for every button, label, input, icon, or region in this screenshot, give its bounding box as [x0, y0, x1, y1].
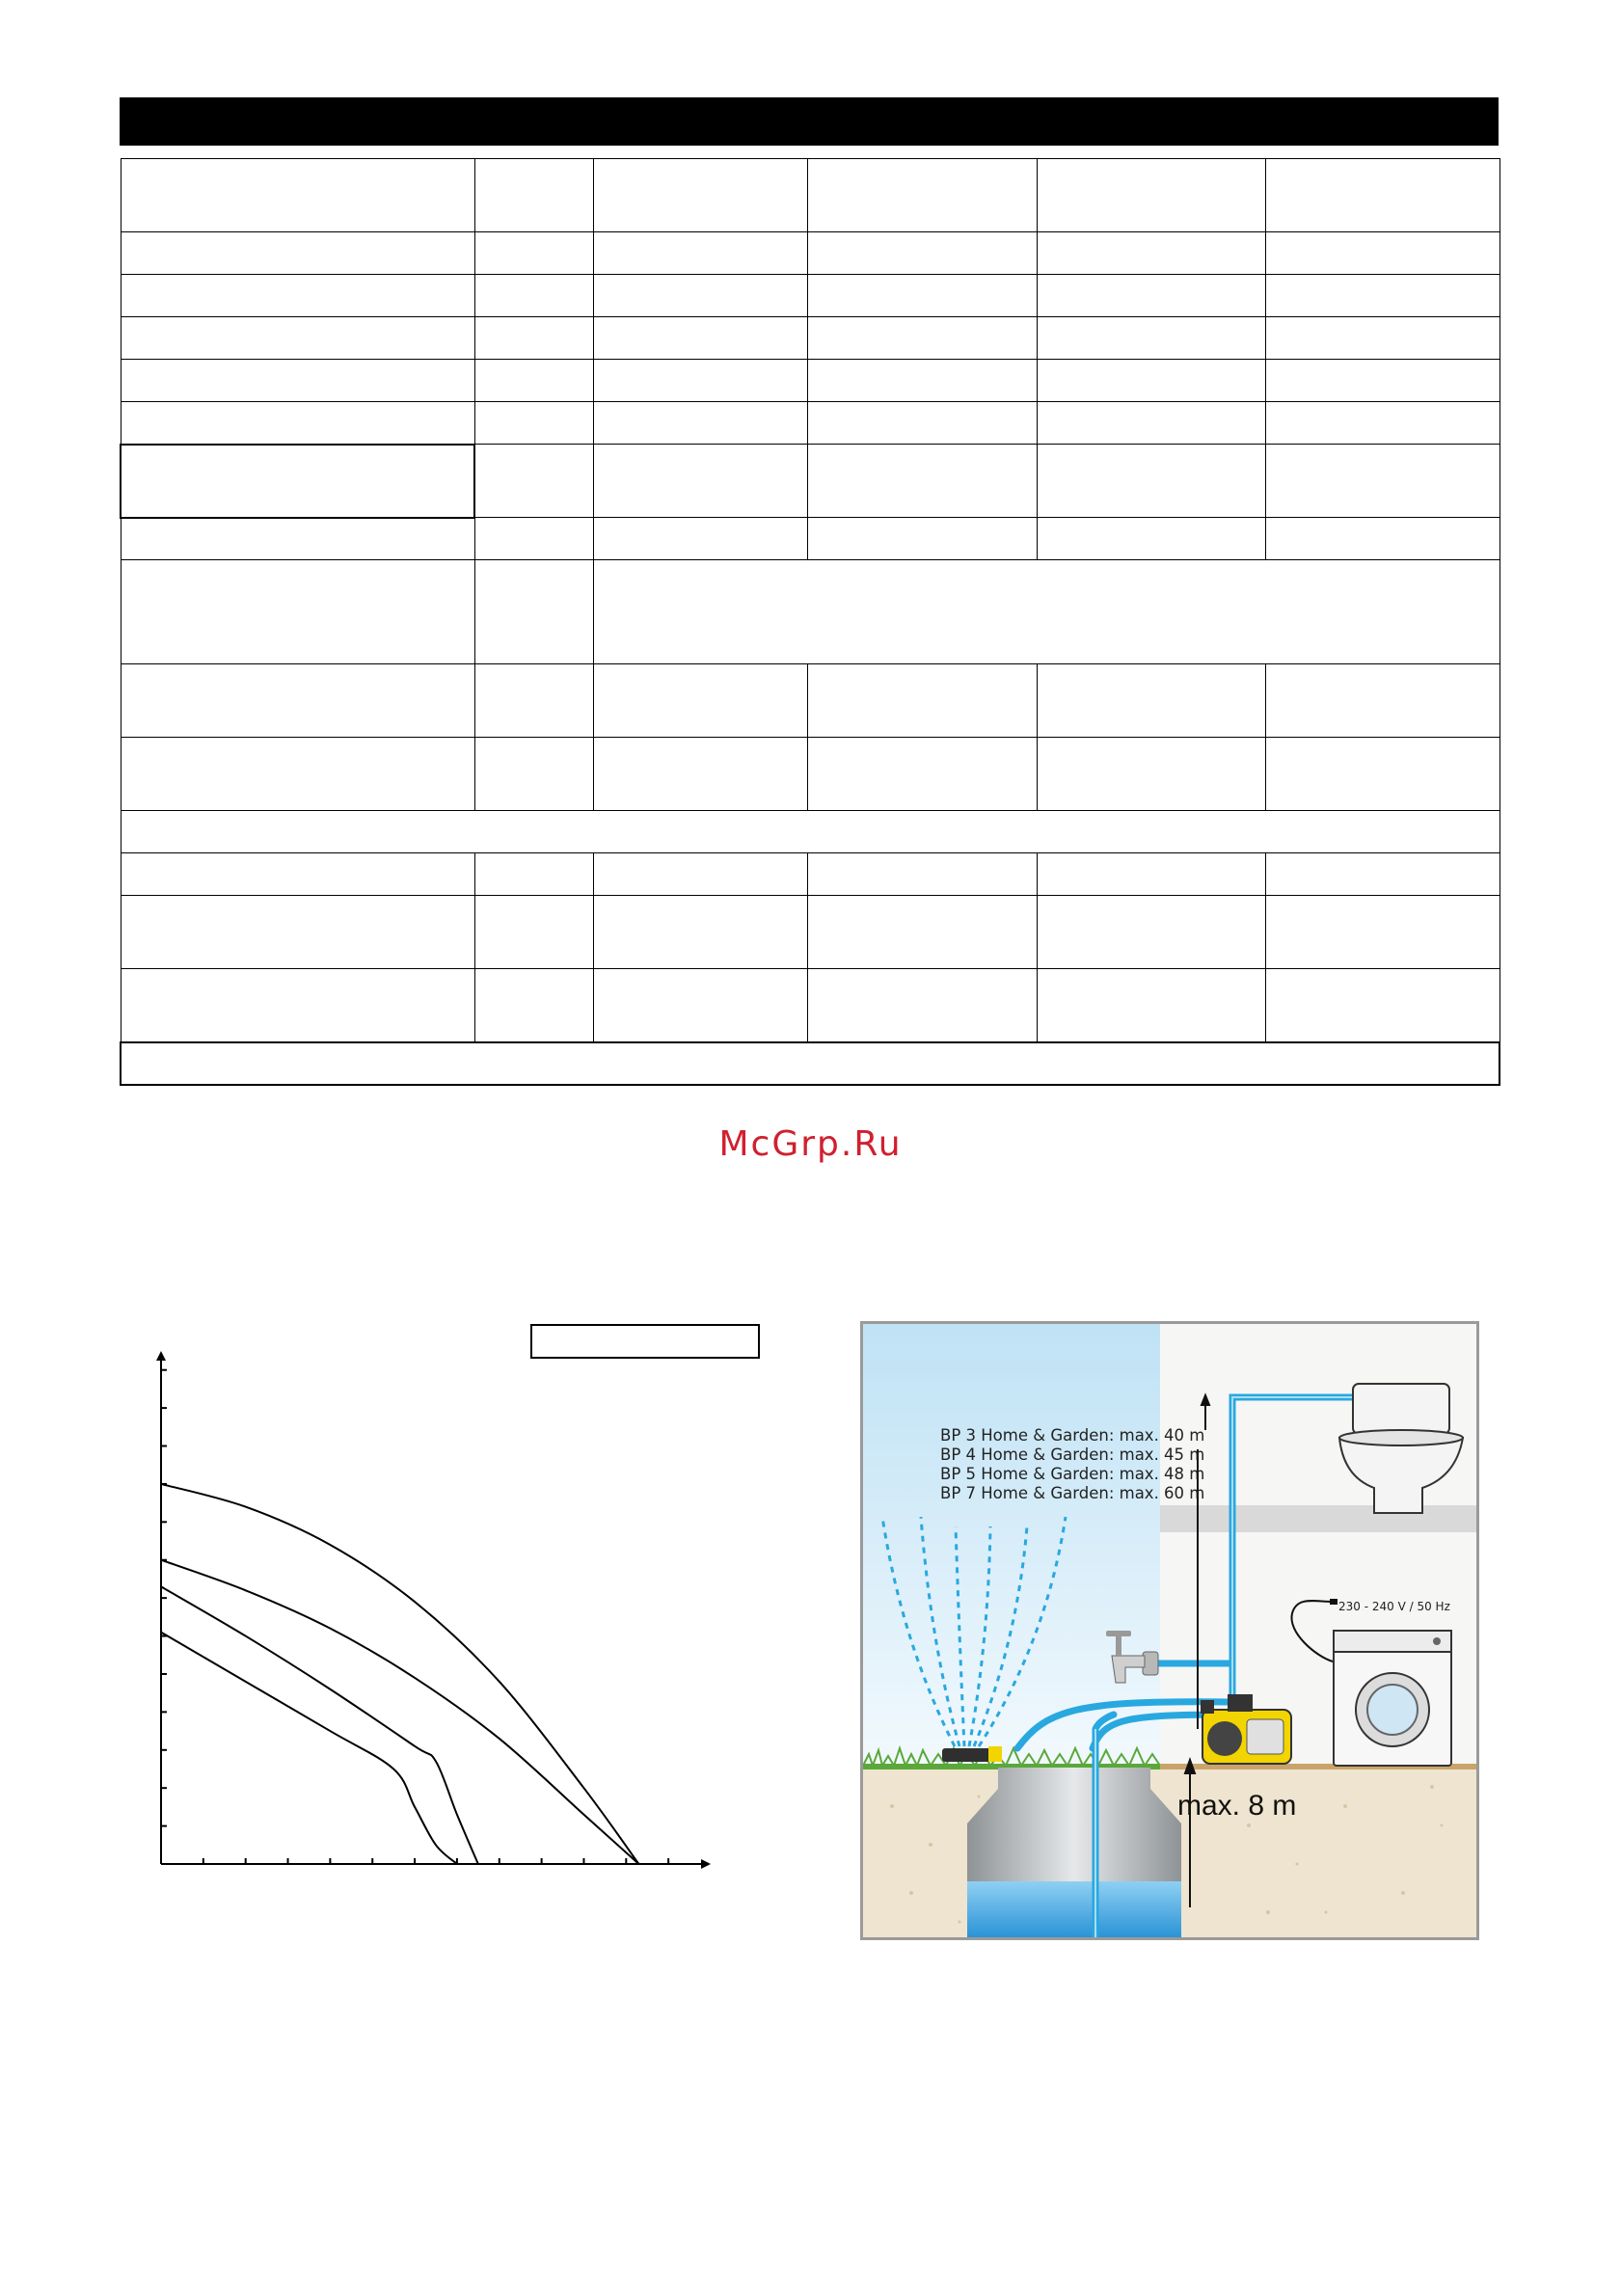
lift-height-bp3: BP 3 Home & Garden: max. 40 m — [940, 1426, 1205, 1445]
table-row — [121, 738, 1499, 811]
table-row — [121, 664, 1499, 738]
plug-icon — [1330, 1599, 1337, 1605]
installation-diagram — [860, 1321, 1479, 1940]
table-row — [121, 402, 1499, 445]
table-row — [121, 518, 1499, 560]
y-axis-arrow — [156, 1351, 166, 1361]
table-row — [121, 360, 1499, 402]
suction-height-label: max. 8 m — [1177, 1790, 1297, 1822]
well-water — [967, 1881, 1181, 1937]
floor-slab — [1160, 1505, 1476, 1532]
table-row — [121, 275, 1499, 317]
table-row — [121, 811, 1499, 853]
table-row — [121, 317, 1499, 360]
lift-height-bp4: BP 4 Home & Garden: max. 45 m — [940, 1445, 1205, 1464]
table-row — [121, 232, 1499, 275]
curve-line-2 — [161, 1560, 638, 1864]
table-row — [121, 969, 1499, 1042]
washing-machine-icon — [1334, 1631, 1451, 1766]
chart-axes — [156, 1351, 711, 1869]
table-row — [121, 1042, 1499, 1085]
power-supply-label: 230 - 240 V / 50 Hz — [1338, 1600, 1450, 1613]
x-axis-arrow — [701, 1859, 711, 1869]
table-row — [121, 853, 1499, 896]
lift-height-bp5: BP 5 Home & Garden: max. 48 m — [940, 1465, 1205, 1483]
pump-performance-chart — [145, 1340, 743, 1900]
table-header-bar — [120, 97, 1499, 146]
table-row — [121, 896, 1499, 969]
lift-height-bp7: BP 7 Home & Garden: max. 60 m — [940, 1484, 1205, 1502]
table-row — [121, 159, 1499, 232]
specifications-table — [120, 158, 1500, 1086]
table-row — [121, 445, 1499, 518]
curve-line-4 — [161, 1633, 457, 1864]
chart-lines — [161, 1484, 638, 1864]
table-row — [121, 560, 1499, 664]
watermark: McGrp.Ru — [718, 1124, 903, 1164]
